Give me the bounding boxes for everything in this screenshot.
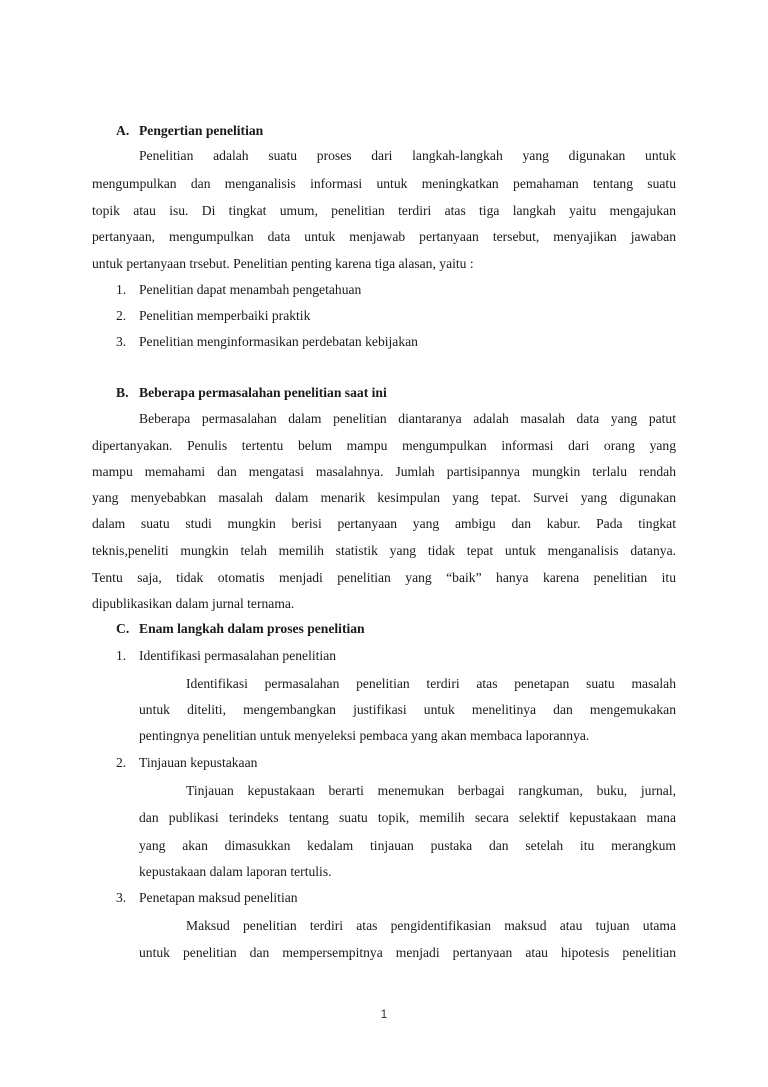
section-b-heading: Beberapa permasalahan penelitian saat ini: [139, 385, 387, 400]
step-marker: 3.: [116, 890, 127, 905]
list-item-marker: 3.: [116, 334, 127, 349]
page-number: 1: [380, 1007, 388, 1021]
paragraph-line: Tinjauan kepustakaan berarti menemukan berbagai rangkuman, buku, jurnal,: [186, 783, 676, 798]
paragraph-line: untuk diteliti, mengembangkan justifikasi untuk menelitinya dan mengemukakan: [139, 702, 676, 717]
section-a-heading: Pengertian penelitian: [139, 123, 264, 138]
paragraph-line: Penelitian adalah suatu proses dari langkah-langkah yang digunakan untuk: [139, 148, 676, 163]
section-c-heading: Enam langkah dalam proses penelitian: [139, 621, 365, 636]
paragraph-line: pertanyaan, mengumpulkan data untuk menjawab pertanyaan tersebut, menyajikan jawaban: [92, 229, 676, 244]
section-c-marker: C.: [116, 621, 130, 636]
paragraph-line: topik atau isu. Di tingkat umum, penelitian terdiri atas tiga langkah yaitu mengajukan: [92, 203, 676, 218]
paragraph-line: dalam suatu studi mungkin berisi pertanyaan yang ambigu dan kabur. Pada tingkat: [92, 516, 676, 531]
list-item-text: Penelitian menginformasikan perdebatan kebijakan: [139, 334, 418, 349]
paragraph-line: yang menyebabkan masalah dalam menarik kesimpulan yang tepat. Survei yang digunakan: [92, 490, 676, 505]
paragraph-line: teknis,peneliti mungkin telah memilih statistik yang tidak tepat untuk menganalisis datanya.: [92, 543, 676, 558]
section-a-marker: A.: [116, 123, 130, 138]
step-marker: 2.: [116, 755, 127, 770]
paragraph-line: Identifikasi permasalahan penelitian terdiri atas penetapan suatu masalah: [186, 676, 676, 691]
paragraph-line: kepustakaan dalam laporan tertulis.: [139, 864, 332, 879]
step-title: Penetapan maksud penelitian: [139, 890, 298, 905]
paragraph-line: mampu memahami dan mengatasi masalahnya. Jumlah partisipannya mungkin terlalu rendah: [92, 464, 676, 479]
list-item-text: Penelitian memperbaiki praktik: [139, 308, 311, 323]
paragraph-line: dan publikasi terindeks tentang suatu topik, memilih secara selektif kepustakaan mana: [139, 810, 676, 825]
paragraph-line: mengumpulkan dan menganalisis informasi untuk meningkatkan pemahaman tentang suatu: [92, 176, 676, 191]
paragraph-line: Maksud penelitian terdiri atas pengidentifikasian maksud atau tujuan utama: [186, 918, 676, 933]
paragraph-line: pentingnya penelitian untuk menyeleksi pembaca yang akan membaca laporannya.: [139, 728, 590, 743]
list-item-marker: 1.: [116, 282, 127, 297]
list-item-text: Penelitian dapat menambah pengetahuan: [139, 282, 362, 297]
step-marker: 1.: [116, 648, 127, 663]
step-title: Tinjauan kepustakaan: [139, 755, 258, 770]
paragraph-line: untuk penelitian dan mempersempitnya menjadi pertanyaan atau hipotesis penelitian: [139, 945, 676, 960]
paragraph-line: dipertanyakan. Penulis tertentu belum mampu mengumpulkan informasi dari orang yang: [92, 438, 676, 453]
list-item-marker: 2.: [116, 308, 127, 323]
step-title: Identifikasi permasalahan penelitian: [139, 648, 337, 663]
paragraph-line: Tentu saja, tidak otomatis menjadi penelitian yang “baik” hanya karena penelitian itu: [92, 570, 676, 585]
paragraph-line: untuk pertanyaan trsebut. Penelitian penting karena tiga alasan, yaitu :: [92, 256, 474, 271]
paragraph-line: yang akan dimasukkan kedalam tinjauan pustaka dan setelah itu merangkum: [139, 838, 676, 853]
paragraph-line: dipublikasikan dalam jurnal ternama.: [92, 596, 295, 611]
paragraph-line: Beberapa permasalahan dalam penelitian diantaranya adalah masalah data yang patut: [139, 411, 676, 426]
section-b-marker: B.: [116, 385, 129, 400]
